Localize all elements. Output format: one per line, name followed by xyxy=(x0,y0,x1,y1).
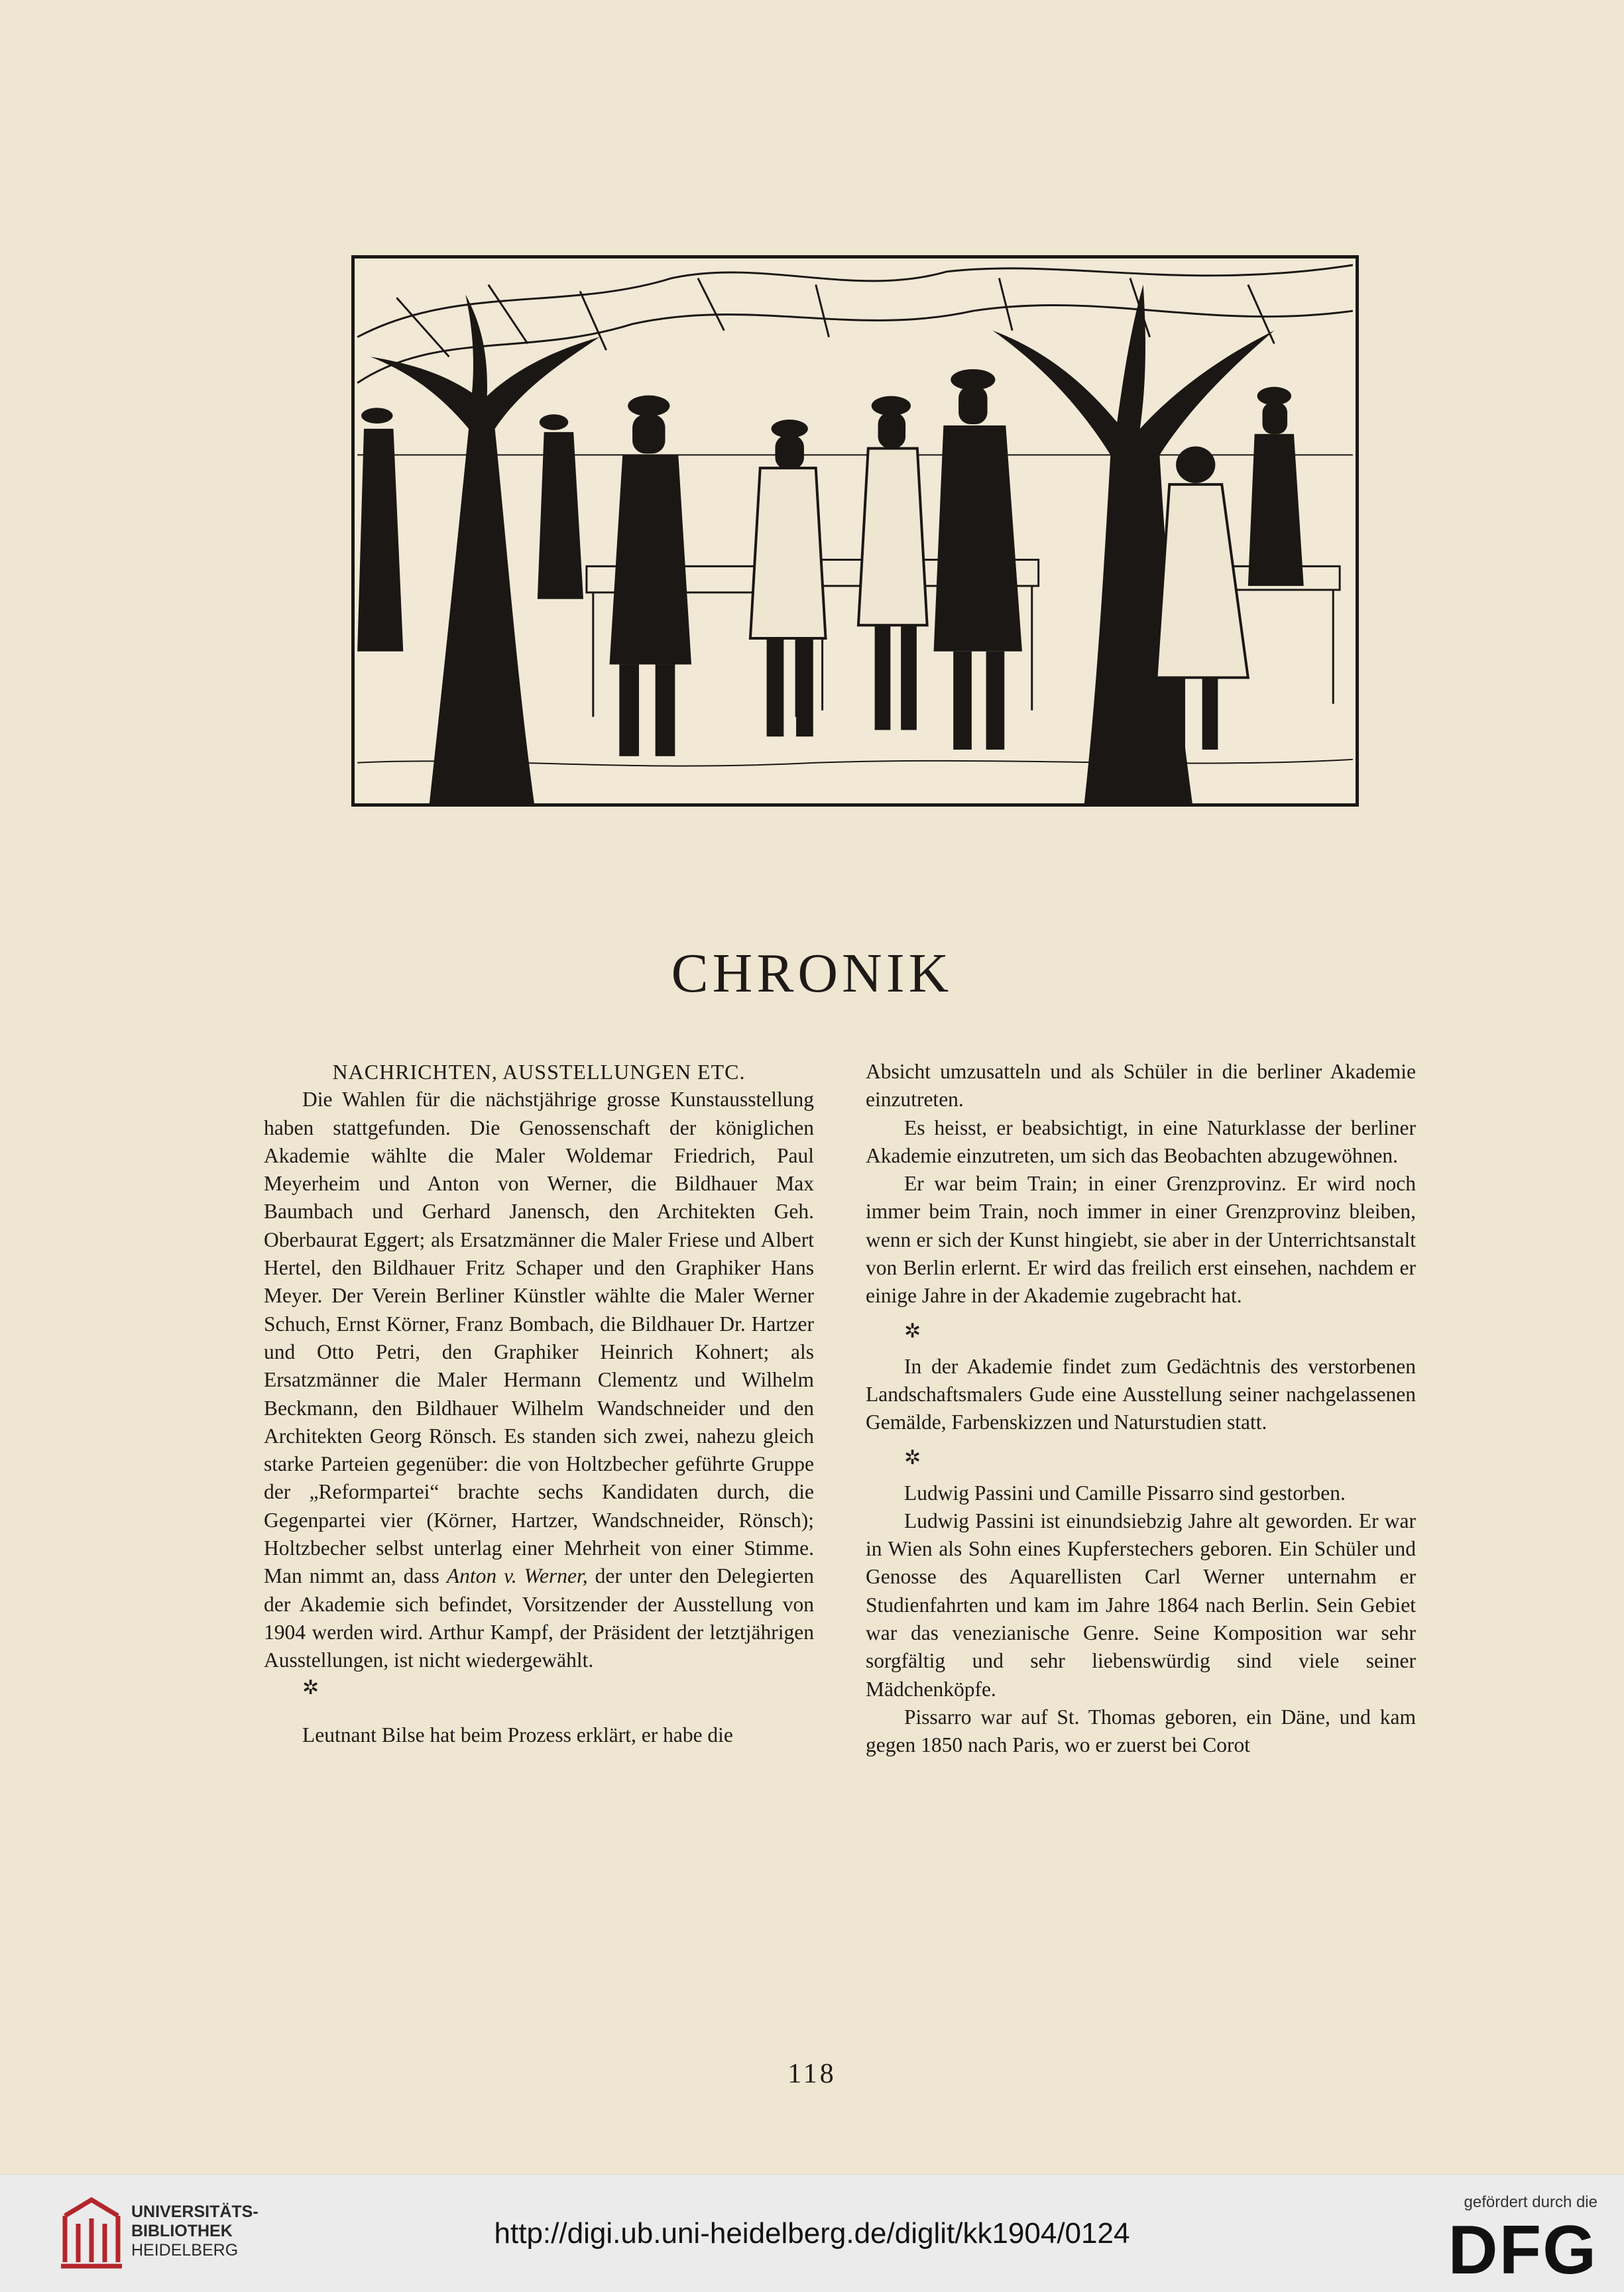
anton-v-werner-name: Anton v. Werner, xyxy=(446,1564,588,1588)
page-number: 118 xyxy=(787,2059,837,2089)
institution-line-2: BIBLIOTHEK xyxy=(131,2222,233,2240)
left-column xyxy=(264,1058,814,1749)
section-star-divider: ✲ xyxy=(302,1676,319,1699)
right-column xyxy=(866,1058,1416,1760)
train-paragraph: Er war beim Train; in einer Grenzprovinz. Er wird noch immer beim Train, noch immer in einer Grenzprovinz bleiben, wenn er sich der Kunst hingiebt, sie aber in der Unterrichtsanstalt von Berlin erlernt. Er wird das freilich erst einsehen, nachdem er einige Jahre in der Akademie zugebracht hat. xyxy=(866,1172,1416,1308)
elections-text-a: Die Wahlen für die nächstjährige grosse Kunstausstellung haben stattgefunden. Die Genossenschaft der königlichen Akademie wählte die Maler Woldemar Friedrich, Paul Meyerheim und Anton von Werner, die Bildhauer Max Baumbach und Gerhard Janensch, den Architekten Geh. Oberbaurat Eggert; als Ersatzmänner die Maler Friese und Albert Hertel, den Bildhauer Fritz Schaper und den Graphiker Hans Meyer. Der Verein Berliner Künstler wählte die Maler Werner Schuch, Ernst Körner, Franz Bombach, die Bildhauer Dr. Hartzer und Otto Petri, den Graphiker Heinrich Kohnert; als Ersatzmänner die Maler Hermann Clementz und Wilhelm Beckmann, den Bildhauer Wilhelm Wandschneider und den Architekten Georg Rönsch. Es standen sich zwei, nahezu gleich starke Parteien gegenüber: die von Holtzbecher geführte Gruppe der „Reformpartei“ brachte sechs Kandidaten durch, die Gegenpartei vier (Körner, Hartzer, Wandschneider, Rönsch); Holtzbecher selbst unterlag einer Mehrheit von einer Stimme. Man nimmt an, dass xyxy=(264,1088,814,1588)
digitization-footer xyxy=(0,2174,1624,2292)
sponsor-credit xyxy=(1425,2193,1597,2289)
permalink-url[interactable]: http://digi.ub.uni-heidelberg.de/diglit/kk1904/0124 xyxy=(494,2217,1130,2250)
dfg-logo: DFG xyxy=(1448,2212,1597,2289)
section-subhead: NACHRICHTEN, AUSSTELLUNGEN ETC. xyxy=(332,1060,746,1084)
naturklasse-paragraph: Es heisst, er beabsichtigt, in eine Naturklasse der berliner Akademie einzutreten, um sich das Beobachten abzugewöhnen. xyxy=(866,1116,1416,1167)
institution-line-1: UNIVERSITÄTS- xyxy=(131,2203,259,2221)
section-star-divider: ✲ xyxy=(904,1446,921,1469)
sponsor-caption: gefördert durch die xyxy=(1464,2193,1597,2211)
passini-paragraph: Ludwig Passini ist einundsiebzig Jahre alt geworden. Er war in Wien als Sohn eines Kupferstechers geboren. Ein Schüler und Genosse des Aquarellisten Carl Werner unternahm er Studienfahrten und kam im Jahre 1864 nach Berlin. Sein Gebiet war das venezianische Genre. Seine Komposition war sehr sorgfältig und sehr liebenswürdig sind viele seiner Mädchenköpfe. xyxy=(866,1509,1416,1701)
institution-line-3: HEIDELBERG xyxy=(131,2241,239,2260)
section-star-divider: ✲ xyxy=(904,1320,921,1342)
elections-paragraph xyxy=(264,1086,814,1674)
gude-exhibition-paragraph: In der Akademie findet zum Gedächtnis des verstorbenen Landschaftsmalers Gude eine Ausstellung seiner nachgelassenen Gemälde, Farbenskizzen und Naturstudien statt. xyxy=(866,1354,1416,1434)
page-title: CHRONIK xyxy=(671,943,953,1004)
book-stall-illustration xyxy=(351,255,1359,807)
bilse-paragraph: Leutnant Bilse hat beim Prozess erklärt, er habe die xyxy=(302,1723,733,1747)
elections-text-b: der unter den Delegierten der Akademie sich befindet, Vorsitzender der Ausstellung von 1904 werden wird. Arthur Kampf, der Präsident der letztjährigen Ausstellungen, ist nicht wiedergewählt. xyxy=(264,1564,815,1672)
pen-drawing xyxy=(355,258,1356,803)
obituary-intro-paragraph: Ludwig Passini und Camille Pissarro sind gestorben. xyxy=(904,1481,1346,1505)
bilse-continued-paragraph: Absicht umzusatteln und als Schüler in die berliner Akademie einzutreten. xyxy=(866,1060,1416,1112)
pissarro-paragraph: Pissarro war auf St. Thomas geboren, ein Däne, und kam gegen 1850 nach Paris, wo er zuerst bei Corot xyxy=(866,1705,1416,1757)
